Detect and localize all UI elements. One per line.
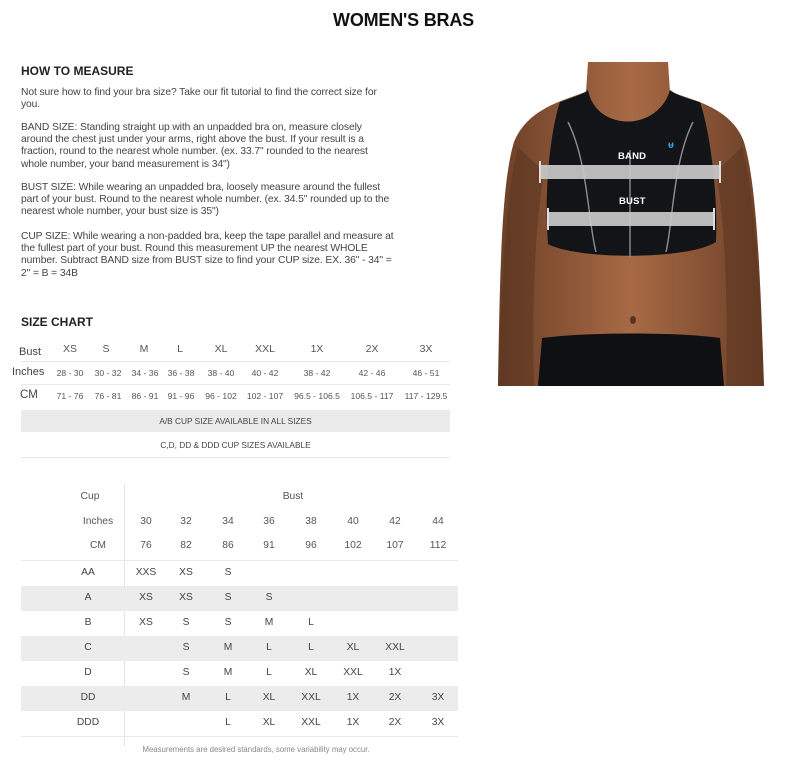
bust-inches: 42 <box>389 516 401 527</box>
size-cell: 1X <box>388 667 402 678</box>
size-cell: S <box>265 592 273 603</box>
bust-inches: 36 <box>263 516 275 527</box>
cm-row-label: CM <box>20 389 38 401</box>
inches-value: 42 - 46 <box>358 368 386 378</box>
cm-value: 86 - 91 <box>131 391 159 401</box>
size-cell: S <box>182 642 190 653</box>
bust-cm: 96 <box>305 540 317 551</box>
size-header: XL <box>214 343 228 355</box>
bust-cm: 112 <box>429 540 447 551</box>
cup-label: AA <box>81 567 95 578</box>
cm-label: CM <box>89 540 106 551</box>
size-cell: XL <box>346 642 360 653</box>
size-header: 3X <box>419 343 433 355</box>
size-cell: XL <box>262 692 276 703</box>
size-cell: XL <box>304 667 318 678</box>
cup-label: B <box>84 617 92 628</box>
size-cell: XXL <box>385 642 405 653</box>
bust-cm: 82 <box>180 540 192 551</box>
cm-value: 106.5 - 117 <box>350 391 394 401</box>
inches-value: 38 - 42 <box>303 368 331 378</box>
size-cell: 2X <box>388 692 402 703</box>
size-cell: S <box>182 667 190 678</box>
size-header: M <box>139 343 149 355</box>
inches-value: 38 - 40 <box>207 368 235 378</box>
cup-row-b <box>21 611 458 636</box>
inches-value: 40 - 42 <box>251 368 279 378</box>
bust-header: Bust <box>282 491 304 502</box>
size-cell: L <box>266 642 272 653</box>
size-cell: S <box>224 617 232 628</box>
size-header: XS <box>62 343 77 355</box>
cm-value: 102 - 107 <box>246 391 284 401</box>
page-title: WOMEN'S BRAS <box>333 10 474 30</box>
size-cell: 3X <box>431 692 445 703</box>
bust-inches: 34 <box>222 516 234 527</box>
cup-header: Cup <box>80 491 100 502</box>
size-cell: L <box>266 667 272 678</box>
size-cell: XS <box>139 592 153 603</box>
cup-label: DDD <box>76 717 100 728</box>
bust-inches: 40 <box>347 516 359 527</box>
size-cell: S <box>224 592 232 603</box>
bust-cm: 91 <box>263 540 275 551</box>
row-divider <box>21 736 458 737</box>
size-cell: XXL <box>301 692 321 703</box>
bust-cm: 76 <box>140 540 152 551</box>
bust-inches: 44 <box>432 516 444 527</box>
bust-size-row <box>0 338 460 360</box>
ab-cup-note: A/B CUP SIZE AVAILABLE IN ALL SIZES <box>21 410 450 432</box>
inches-row <box>0 362 460 384</box>
inches-value: 34 - 36 <box>131 368 159 378</box>
cm-value: 76 - 81 <box>94 391 122 401</box>
band-label: BAND <box>618 151 647 162</box>
inches-value: 36 - 38 <box>167 368 195 378</box>
cup-size-text: CUP SIZE: While wearing a non-padded bra, keep the tape parallel and measure at the fullest part of your bust. Round this measurement UP the nearest WHOLE number. Subtract BAND size from BUST size to find your CUP size. EX. 36" - 34" = 2" = B = 34B <box>21 231 394 279</box>
bust-cm: 86 <box>222 540 234 551</box>
cm-value: 117 - 129.5 <box>404 391 448 401</box>
cup-row-aa <box>21 561 458 586</box>
cm-value: 91 - 96 <box>167 391 195 401</box>
inches-row-label: Inches <box>12 366 45 378</box>
band-size-text: BAND SIZE: Standing straight up with an unpadded bra on, measure closely around the chest just under your arms, right above the bust. If your result is a fraction, round to the nearest whole number. (ex. 33.7" rounded to the nearest whole number, your band measurement is 34") <box>21 122 368 170</box>
size-cell: XL <box>262 717 276 728</box>
size-cell: M <box>264 617 274 628</box>
size-cell: L <box>225 717 231 728</box>
cup-row-a <box>21 586 458 611</box>
size-cell: 1X <box>346 717 360 728</box>
cm-row <box>0 385 460 407</box>
bust-inches: 30 <box>140 516 152 527</box>
bust-row-label: Bust <box>19 346 42 358</box>
inches-value: 46 - 51 <box>412 368 440 378</box>
cup-row-dd <box>21 686 458 711</box>
cup-label: DD <box>80 692 96 703</box>
size-cell: S <box>224 567 232 578</box>
size-cell: L <box>308 617 314 628</box>
cup-row-d <box>21 661 458 686</box>
cup-row-c <box>21 636 458 661</box>
size-cell: 2X <box>388 717 402 728</box>
inches-label: Inches <box>82 516 114 527</box>
intro-text: Not sure how to find your bra size? Take our fit tutorial to find the correct size for you. <box>21 87 377 111</box>
size-cell: 3X <box>431 717 445 728</box>
bust-size-text: BUST SIZE: While wearing an unpadded bra, loosely measure around the fullest part of your bust. Round to the nearest whole number. (ex. 34.5" rounded up to the nearest whole number, your bust size is 35") <box>21 182 390 218</box>
footnote: Measurements are desired standards, some variability may occur. <box>142 745 370 754</box>
size-cell: XXS <box>135 567 157 578</box>
cup-label: D <box>84 667 92 678</box>
size-header: S <box>102 343 110 355</box>
cup-row-ddd <box>21 711 458 736</box>
size-cell: XS <box>179 592 193 603</box>
size-cell: M <box>223 667 233 678</box>
measurement-photo <box>488 62 770 386</box>
size-header: 1X <box>310 343 324 355</box>
bust-cm: 107 <box>386 540 404 551</box>
size-chart-heading: SIZE CHART <box>21 315 93 329</box>
cm-value: 96.5 - 106.5 <box>294 391 340 401</box>
model-illustration <box>488 62 770 386</box>
inches-value: 30 - 32 <box>94 368 122 378</box>
size-cell: XXL <box>343 667 363 678</box>
size-header: L <box>177 343 183 355</box>
size-cell: M <box>223 642 233 653</box>
size-cell: XXL <box>301 717 321 728</box>
size-header: XXL <box>255 343 275 355</box>
cup-label: A <box>84 592 92 603</box>
size-cell: L <box>308 642 314 653</box>
how-to-measure-heading: HOW TO MEASURE <box>21 64 134 78</box>
bust-label: BUST <box>619 196 646 207</box>
size-cell: XS <box>139 617 153 628</box>
size-cell: XS <box>179 567 193 578</box>
cm-value: 71 - 76 <box>56 391 84 401</box>
size-cell: M <box>181 692 191 703</box>
brand-logo-icon: ᵾ <box>668 140 674 151</box>
bust-inches: 38 <box>305 516 317 527</box>
row-divider <box>21 457 450 458</box>
inches-value: 28 - 30 <box>56 368 84 378</box>
bust-inches: 32 <box>180 516 192 527</box>
size-header: 2X <box>365 343 379 355</box>
size-cell: S <box>182 617 190 628</box>
cup-label: C <box>84 642 92 653</box>
bust-cm: 102 <box>344 540 362 551</box>
cm-value: 96 - 102 <box>205 391 237 401</box>
size-cell: 1X <box>346 692 360 703</box>
cd-cup-note: C,D, DD & DDD CUP SIZES AVAILABLE <box>160 440 311 450</box>
cup-size-table <box>0 484 460 746</box>
size-cell: L <box>225 692 231 703</box>
